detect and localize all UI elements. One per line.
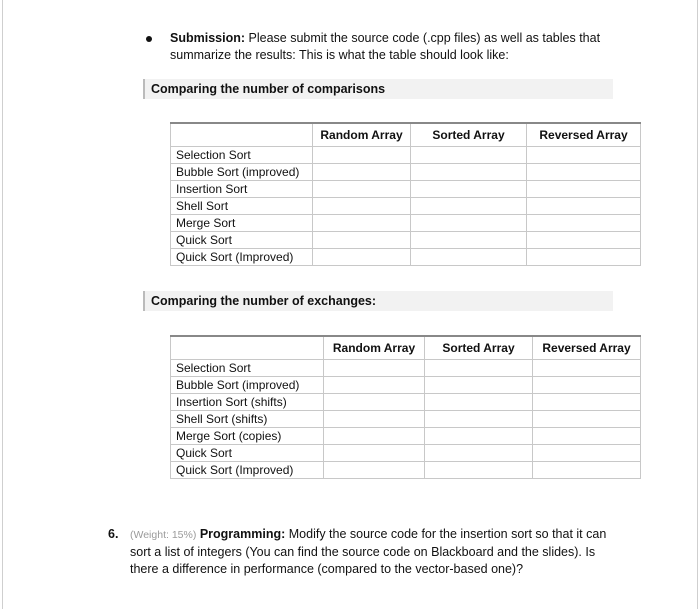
empty-cell	[425, 462, 533, 479]
empty-cell	[527, 147, 641, 164]
empty-cell	[313, 249, 411, 266]
table-row	[171, 377, 641, 394]
empty-cell	[324, 394, 425, 411]
table-row	[171, 462, 641, 479]
empty-cell	[527, 198, 641, 215]
row-label: Shell Sort	[171, 198, 313, 215]
empty-cell	[313, 181, 411, 198]
table-row	[171, 181, 641, 198]
empty-cell	[411, 249, 527, 266]
row-label: Bubble Sort (improved)	[171, 377, 324, 394]
empty-cell	[527, 232, 641, 249]
bullet-icon	[146, 36, 152, 42]
submission-paragraph	[170, 30, 616, 64]
empty-cell	[324, 428, 425, 445]
row-label: Insertion Sort (shifts)	[171, 394, 324, 411]
row-label: Selection Sort	[171, 360, 324, 377]
column-header: Sorted Array	[411, 123, 527, 147]
empty-cell	[411, 181, 527, 198]
empty-cell	[324, 360, 425, 377]
row-label: Merge Sort (copies)	[171, 428, 324, 445]
empty-cell	[411, 147, 527, 164]
empty-cell	[411, 198, 527, 215]
row-label: Quick Sort (Improved)	[171, 249, 313, 266]
column-header: Sorted Array	[425, 336, 533, 360]
table-row	[171, 164, 641, 181]
empty-cell	[533, 445, 641, 462]
row-label: Bubble Sort (improved)	[171, 164, 313, 181]
table-header-row	[171, 336, 641, 360]
empty-cell	[533, 462, 641, 479]
empty-cell	[411, 164, 527, 181]
question-text: Modify the source code for the insertion sort so that it can sort a list of integers (You can find the source code on Blackboard and the slides). Is there a difference in performance (compared to the vector-based one)?	[130, 527, 607, 576]
submission-bullet	[146, 30, 616, 64]
table-header-row	[171, 123, 641, 147]
empty-cell	[425, 394, 533, 411]
row-label: Quick Sort	[171, 232, 313, 249]
row-label: Selection Sort	[171, 147, 313, 164]
table-row	[171, 232, 641, 249]
table-row	[171, 147, 641, 164]
table-row	[171, 445, 641, 462]
table-row	[171, 411, 641, 428]
empty-cell	[425, 411, 533, 428]
submission-label: Submission:	[170, 31, 246, 45]
row-label: Merge Sort	[171, 215, 313, 232]
empty-cell	[425, 428, 533, 445]
empty-cell	[425, 377, 533, 394]
table-row	[171, 249, 641, 266]
empty-cell	[313, 164, 411, 181]
empty-cell	[425, 360, 533, 377]
left-page-border	[2, 0, 3, 609]
question-weight: (Weight: 15%)	[130, 529, 197, 541]
row-label: Shell Sort (shifts)	[171, 411, 324, 428]
row-label: Insertion Sort	[171, 181, 313, 198]
column-header: Reversed Array	[533, 336, 641, 360]
header-blank-cell	[171, 123, 313, 147]
row-label: Quick Sort (Improved)	[171, 462, 324, 479]
column-header: Reversed Array	[527, 123, 641, 147]
empty-cell	[527, 249, 641, 266]
question-6-paragraph	[130, 526, 618, 578]
submission-text: Please submit the source code (.cpp files) as well as tables that summarize the results: This is what the table should look like:	[170, 31, 601, 62]
empty-cell	[313, 147, 411, 164]
table-row	[171, 428, 641, 445]
table-row	[171, 394, 641, 411]
empty-cell	[313, 215, 411, 232]
exchanges-table	[170, 335, 641, 479]
empty-cell	[324, 462, 425, 479]
column-header: Random Array	[324, 336, 425, 360]
empty-cell	[324, 411, 425, 428]
right-page-border	[697, 0, 698, 609]
empty-cell	[313, 232, 411, 249]
table-row	[171, 215, 641, 232]
empty-cell	[425, 445, 533, 462]
empty-cell	[313, 198, 411, 215]
empty-cell	[324, 445, 425, 462]
column-header: Random Array	[313, 123, 411, 147]
question-6	[108, 526, 618, 578]
empty-cell	[411, 215, 527, 232]
row-label: Quick Sort	[171, 445, 324, 462]
empty-cell	[527, 181, 641, 198]
empty-cell	[533, 428, 641, 445]
question-number: 6.	[108, 527, 119, 541]
empty-cell	[533, 411, 641, 428]
table-row	[171, 360, 641, 377]
empty-cell	[527, 215, 641, 232]
empty-cell	[324, 377, 425, 394]
table-row	[171, 198, 641, 215]
comparisons-heading: Comparing the number of comparisons	[143, 79, 613, 99]
empty-cell	[527, 164, 641, 181]
header-blank-cell	[171, 336, 324, 360]
exchanges-heading: Comparing the number of exchanges:	[143, 291, 613, 311]
empty-cell	[533, 377, 641, 394]
comparisons-table	[170, 122, 641, 266]
question-label: Programming:	[199, 527, 286, 541]
empty-cell	[411, 232, 527, 249]
empty-cell	[533, 360, 641, 377]
empty-cell	[533, 394, 641, 411]
